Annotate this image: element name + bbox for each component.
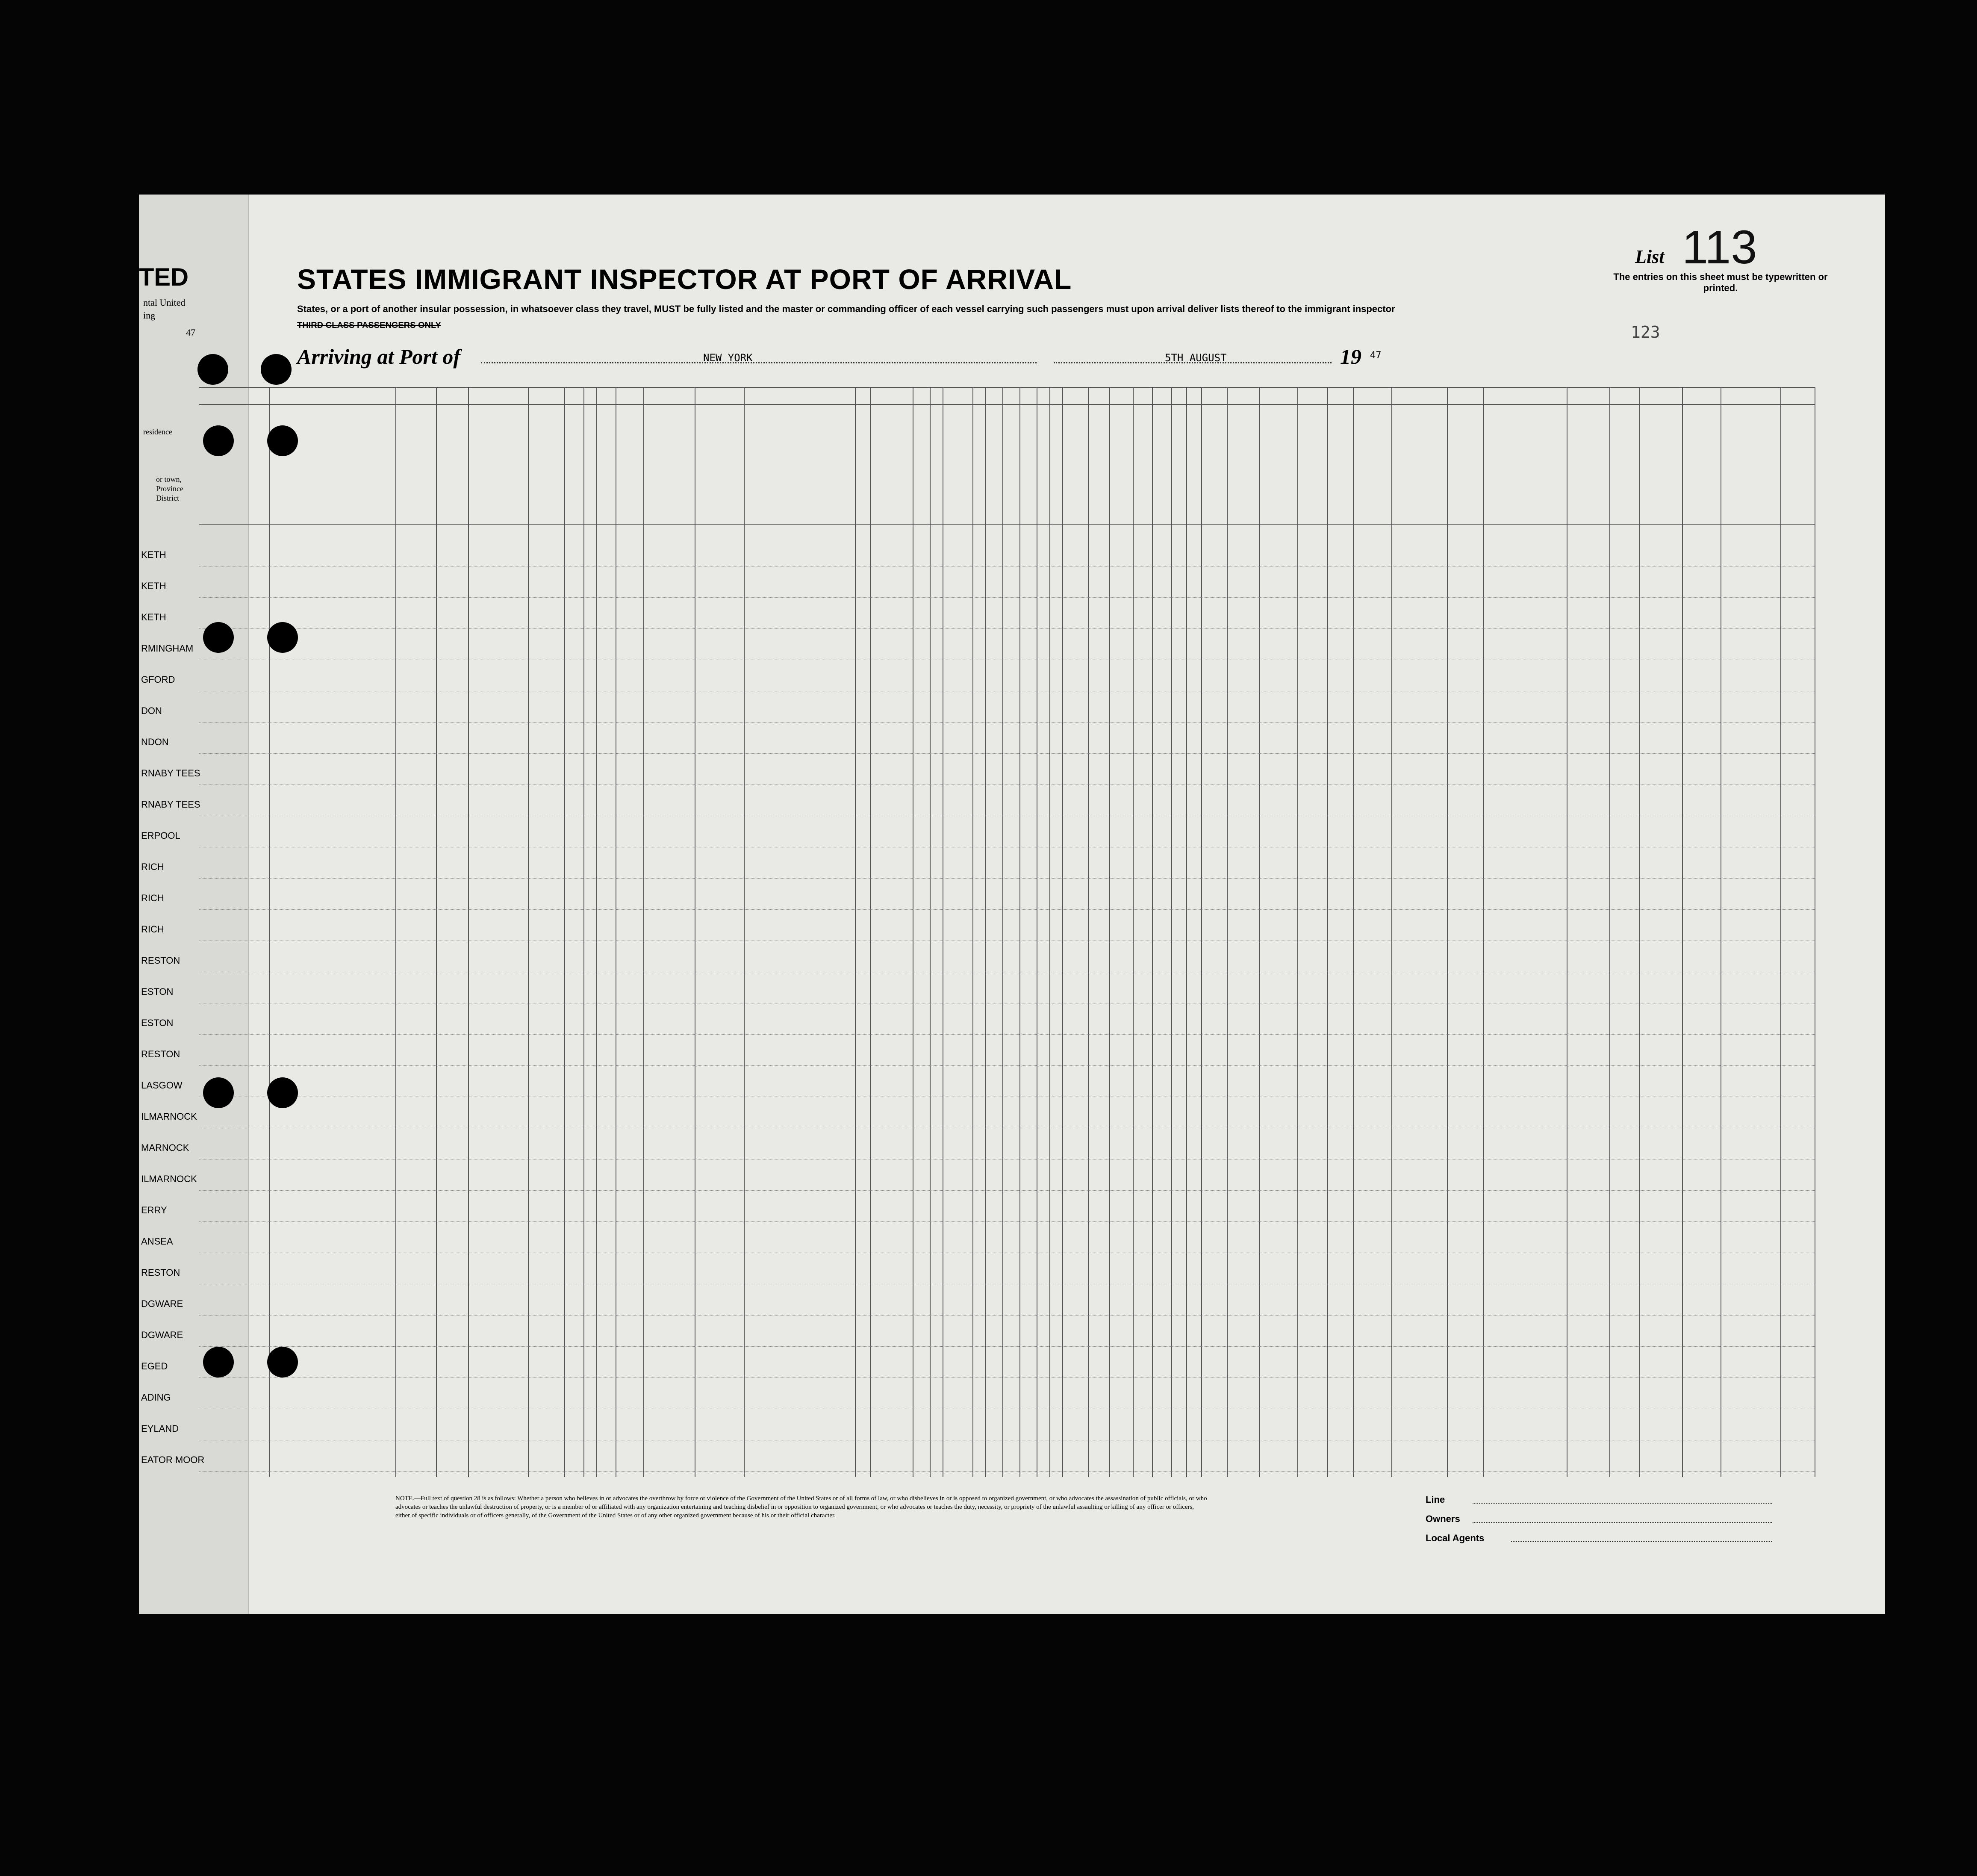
column-rule [744,387,745,1477]
typewritten-note: The entries on this sheet must be typewritten or printed. [1613,271,1828,293]
page-title: STATES IMMIGRANT INSPECTOR AT PORT OF ARRIVAL [297,263,1072,295]
stub-residence-item: ANSEA [141,1236,173,1247]
stub-residence-item: RESTON [141,955,180,966]
year-suffix: 47 [1370,350,1382,361]
stub-residence-item: ERRY [141,1205,167,1215]
column-rule [1227,387,1228,1477]
stub-residence-item: KETH [141,581,166,591]
arrival-port: NEW YORK [703,352,753,364]
stub-residence-item: RICH [141,893,164,903]
stub-residence-item: RESTON [141,1267,180,1278]
stub-year: 47 [186,327,195,338]
column-rule [1391,387,1392,1477]
arriving-label: Arriving at Port of [297,345,460,369]
column-rule [1019,387,1020,1477]
stub-residence-item: KETH [141,612,166,622]
table-row-rule [199,878,1815,879]
stub-col-sub: or town, Province District [156,475,183,502]
column-rule [1152,387,1153,1477]
column-rule [596,387,597,1477]
stub-residence-item: DGWARE [141,1330,183,1340]
punch-hole [267,622,298,653]
table-row-rule [199,909,1815,910]
footer-owners-label: Owners [1426,1513,1460,1524]
column-rule [1682,387,1683,1477]
column-rule [395,387,396,1477]
column-rule [1327,387,1328,1477]
footnote-question-28: NOTE.—Full text of question 28 is as follows: Whether a person who believes in or advocates the overthrow by force or violence of the Government of the United States or of all forms of law, or who disbelieves in or is opposed to organized government, or who advocates the assassination of public officials, or who advocates or teaches the unlawful destruction of property, or is a member of or affiliated with any organization entertaining and teaching disbelief in or opposition to organized government, or who advocates or teaches the duty, necessity, or propriety of the unlawful assaulting or killing of any officer or officers, either of specific individuals or of officers generally, of the Government of the United States or of any other organized government because of his or their official character. [395,1495,1207,1519]
arrival-line [297,344,1451,370]
stub-residence-item: ILMARNOCK [141,1111,197,1122]
stub-residence-item: RNABY TEES [141,799,200,810]
footer-line-label: Line [1426,1494,1445,1505]
table-row-rule [199,1346,1815,1347]
stub-residence-item: DON [141,705,162,716]
punch-hole [197,354,228,385]
column-rule [1002,387,1003,1477]
table-row-rule [199,722,1815,723]
column-rule [1609,387,1610,1477]
stub-residence-item: ESTON [141,1018,174,1028]
stub-line2: ing [143,310,156,321]
stub-residence-item: EGED [141,1361,168,1372]
punch-hole [267,425,298,456]
stub-col-header: residence [143,428,172,436]
table-row-rule [199,1471,1815,1472]
column-rule [1109,387,1110,1477]
punch-hole [203,1347,234,1378]
column-rule [1297,387,1298,1477]
footer-agents-label: Local Agents [1426,1533,1485,1543]
punch-hole [261,354,292,385]
column-rule [930,387,931,1477]
instruction-line: States, or a port of another insular possession, in whatsoever class they travel, MUST be fully listed and the master or commanding officer of each vessel carrying such passengers must upon arrival deliver lists thereof to the immigrant inspector [297,304,1395,314]
punch-hole [267,1347,298,1378]
table-row-rule [199,628,1815,629]
column-rule [985,387,986,1477]
header-rule [199,524,1815,525]
manifest-sheet [139,195,1885,1614]
stub-residence-item: RMINGHAM [141,643,194,654]
column-rule [1088,387,1089,1477]
punch-hole [267,1077,298,1108]
punch-hole [203,425,234,456]
header-rule [199,387,1815,388]
stub-residence-item: MARNOCK [141,1142,189,1153]
table-row-rule [199,1034,1815,1035]
stub-residence-item: DGWARE [141,1298,183,1309]
stub-residence-item: ILMARNOCK [141,1174,197,1184]
column-rule [1186,387,1187,1477]
stub-residence-item: RICH [141,861,164,872]
stub-residence-item: NDON [141,737,169,747]
stub-residence-item: RESTON [141,1049,180,1059]
list-number: 113 [1682,221,1757,274]
column-rule [1259,387,1260,1477]
column-rule [870,387,871,1477]
stub-residence-item: EATOR MOOR [141,1454,205,1465]
column-rule [583,387,584,1477]
column-rule [1049,387,1050,1477]
column-rule [1062,387,1063,1477]
stub-residence-item: LASGOW [141,1080,183,1091]
stub-residence-item: ADING [141,1392,171,1403]
column-rule [643,387,644,1477]
stamp-number: 123 [1631,323,1660,342]
column-rule [1171,387,1172,1477]
struck-class-line: THIRD CLASS PASSENGERS ONLY [297,321,441,330]
table-row-rule [199,1221,1815,1222]
stub-residence-item: GFORD [141,674,175,685]
stub-residence-item: KETH [141,549,166,560]
header-rule [199,404,1815,405]
stub-residence-item: EYLAND [141,1423,179,1434]
table-row-rule [199,753,1815,754]
column-rule [855,387,856,1477]
punch-hole [203,622,234,653]
stub-residence-item: ERPOOL [141,830,180,841]
table-row-rule [199,1065,1815,1066]
footer-agents-rule [1511,1541,1772,1542]
passenger-table [199,387,1815,1477]
footer-owners-rule [1473,1522,1772,1523]
table-row-rule [199,597,1815,598]
port-dots [481,362,1037,363]
column-rule [1639,387,1640,1477]
arrival-date: 5TH AUGUST [1165,352,1227,364]
column-rule [1201,387,1202,1477]
table-row-rule [199,1315,1815,1316]
column-rule [528,387,529,1477]
stub-residence-item: RICH [141,924,164,935]
stub-line1: ntal United [143,297,186,308]
year-prefix: 19 [1340,345,1361,369]
stub-heading: TED [139,263,189,291]
column-rule [468,387,469,1477]
column-rule [564,387,565,1477]
column-rule [1483,387,1484,1477]
stub-residence-item: ESTON [141,986,174,997]
column-rule [1447,387,1448,1477]
stub-residence-item: RNABY TEES [141,768,200,779]
column-rule [436,387,437,1477]
column-rule [1133,387,1134,1477]
punch-hole [203,1077,234,1108]
list-label: List [1635,246,1665,267]
table-row-rule [199,1190,1815,1191]
column-rule [1353,387,1354,1477]
column-rule [1780,387,1781,1477]
column-rule [269,387,270,1477]
footer-line-rule [1473,1503,1772,1504]
column-rule [972,387,973,1477]
